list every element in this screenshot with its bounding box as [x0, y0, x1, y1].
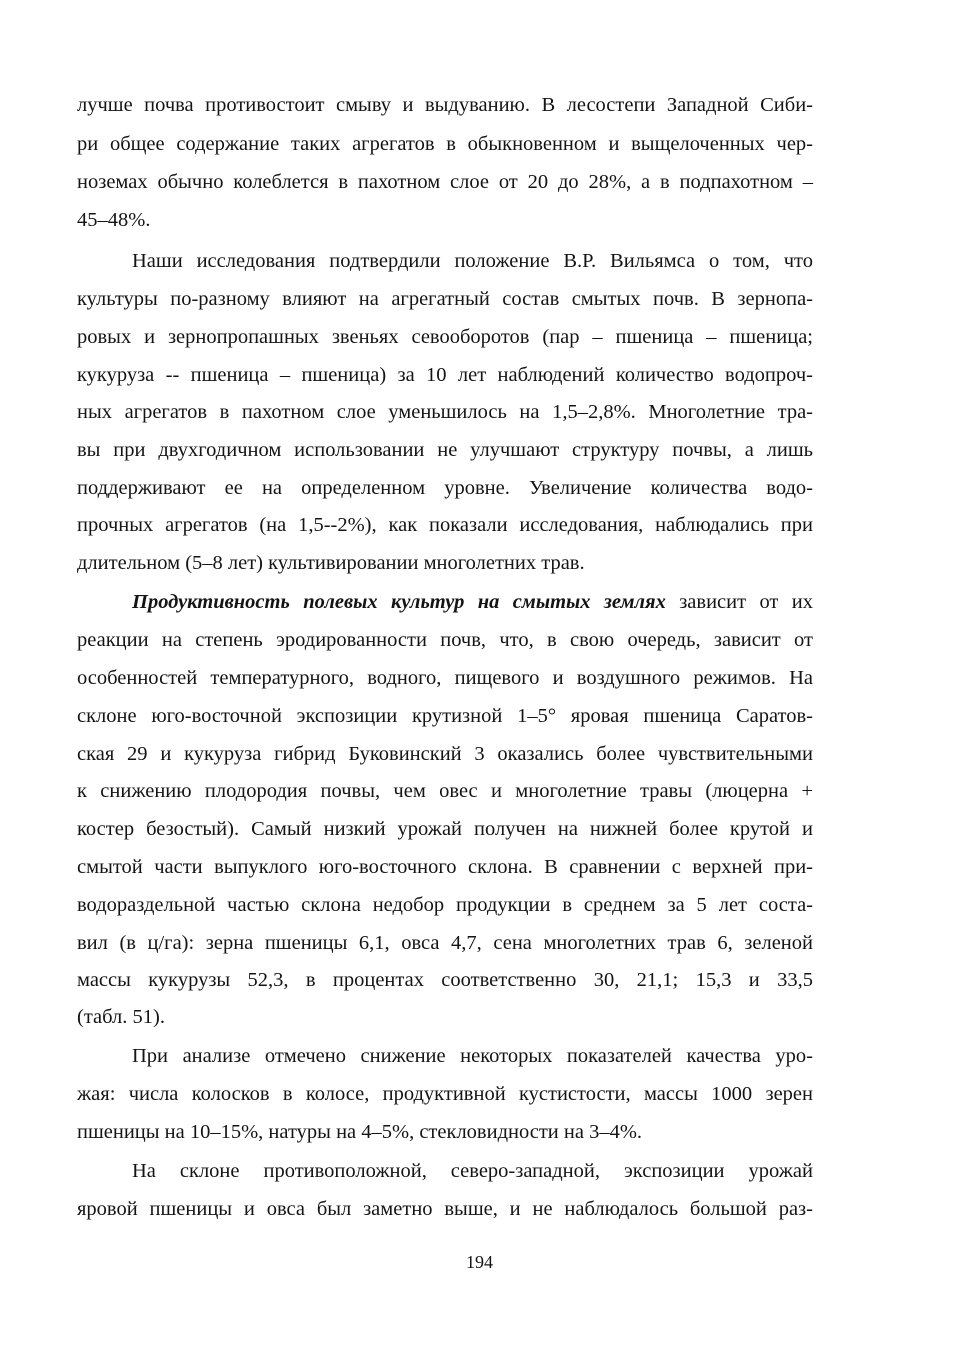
text-line: вил (в ц/га): зерна пшеницы 6,1, овса 4,7, сена многолетних трав 6, зеленой	[77, 932, 813, 954]
text-fragment: зависит от их	[665, 591, 813, 613]
text-line: яровой пшеницы и овса был заметно выше, и не наблюдалось большой раз-	[77, 1198, 813, 1220]
text-line: При анализе отмечено снижение некоторых показателей качества уро-	[132, 1045, 813, 1067]
text-line: ноземах обычно колеблется в пахотном слое от 20 до 28%, а в подпахотном –	[77, 171, 813, 193]
text-line: На склоне противоположной, северо-западной, экспозиции урожай	[132, 1160, 813, 1182]
text-line: ри общее содержание таких агрегатов в обыкновенном и выщелоченных чер-	[77, 133, 813, 155]
text-line: ровых и зернопропашных звеньях севооборотов (пар – пшеница – пшеница;	[77, 326, 813, 348]
text-line: вы при двухгодичном использовании не улучшают структуру почвы, а лишь	[77, 439, 813, 461]
text-line: культуры по-разному влияют на агрегатный состав смытых почв. В зернопа-	[77, 288, 813, 310]
text-line: 45–48%.	[77, 209, 151, 231]
text-line: ных агрегатов в пахотном слое уменьшилось на 1,5–2,8%. Многолетние тра-	[77, 401, 813, 423]
text-line: пшеницы на 10–15%, натуры на 4–5%, стекловидности на 3–4%.	[77, 1121, 643, 1143]
text-line	[132, 589, 813, 615]
text-line: костер безостый). Самый низкий урожай получен на нижней более крутой и	[77, 818, 813, 840]
text-line: массы кукурузы 52,3, в процентах соответственно 30, 21,1; 15,3 и 33,5	[77, 969, 813, 991]
page-number: 194	[466, 1252, 493, 1272]
text-line: кукуруза -- пшеница – пшеница) за 10 лет наблюдений количество водопроч-	[77, 364, 813, 386]
text-line: ская 29 и кукуруза гибрид Буковинский 3 оказались более чувствительными	[77, 743, 813, 765]
text-line: смытой части выпуклого юго-восточного склона. В сравнении с верхней при-	[77, 856, 813, 878]
text-line: прочных агрегатов (на 1,5--2%), как показали исследования, наблюдались при	[77, 514, 813, 536]
text-line: реакции на степень эродированности почв, что, в свою очередь, зависит от	[77, 629, 813, 651]
text-line: к снижению плодородия почвы, чем овес и многолетние травы (люцерна +	[77, 780, 813, 802]
text-line: жая: числа колосков в колосе, продуктивной кустистости, массы 1000 зерен	[77, 1083, 813, 1105]
emphasized-term: Продуктивность полевых культур на смытых землях	[132, 591, 666, 613]
text-line: склоне юго-восточной экспозиции крутизной 1–5° яровая пшеница Саратов-	[77, 705, 813, 727]
text-line: особенностей температурного, водного, пищевого и воздушного режимов. На	[77, 667, 813, 689]
text-line: водораздельной частью склона недобор продукции в среднем за 5 лет соста-	[77, 894, 813, 916]
text-line: (табл. 51).	[77, 1006, 165, 1028]
text-line: поддерживают ее на определенном уровне. Увеличение количества водо-	[77, 477, 813, 499]
text-line: лучше почва противостоит смыву и выдуванию. В лесостепи Западной Сиби-	[77, 94, 813, 116]
text-line: Наши исследования подтвердили положение В.Р. Вильямса о том, что	[132, 250, 813, 272]
text-line: длительном (5–8 лет) культивировании многолетних трав.	[77, 552, 585, 574]
